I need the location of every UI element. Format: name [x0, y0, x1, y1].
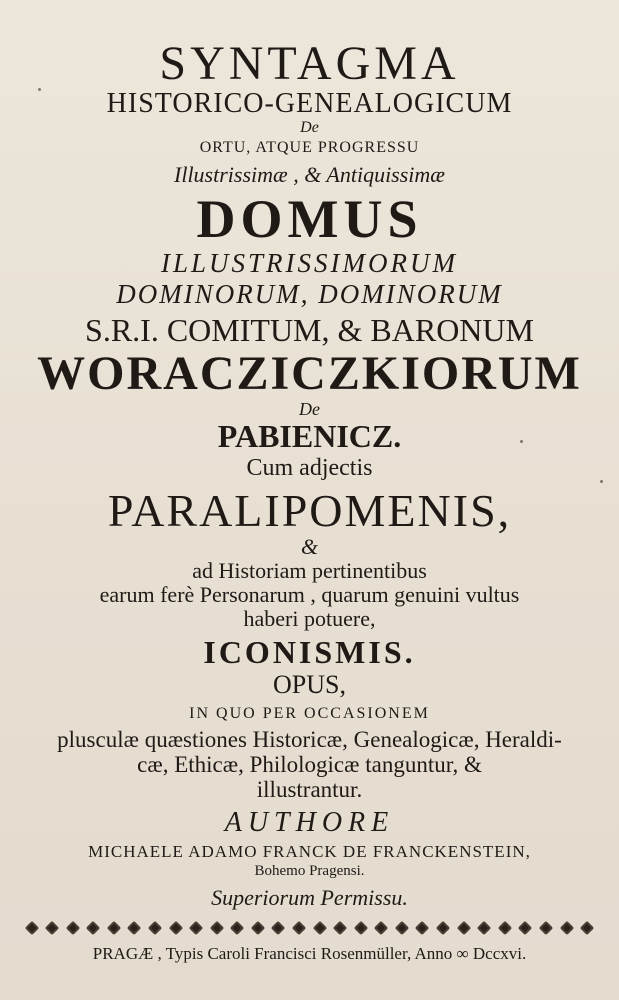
ornament-glyph — [24, 921, 38, 935]
ornament-glyph — [580, 921, 594, 935]
ornament-glyph — [210, 921, 224, 935]
ornament-glyph — [477, 921, 491, 935]
ornament-glyph — [395, 921, 409, 935]
ornament-glyph — [457, 921, 471, 935]
line-ortu: ORTU, ATQUE PROGRESSU — [199, 139, 420, 156]
ornament-glyph — [436, 921, 450, 935]
line-iconismis: ICONISMIS. — [203, 634, 416, 670]
line-pabienicz: PABIENICZ. — [217, 418, 402, 454]
ornament-glyph — [354, 921, 368, 935]
ornament-glyph — [45, 921, 59, 935]
paper-speck — [520, 440, 523, 443]
line-domus: DOMUS — [196, 189, 423, 249]
line-earum: earum ferè Personarum , quarum genuini vultus — [99, 582, 520, 607]
line-illustrantur: illustrantur. — [256, 777, 363, 802]
ornament-glyph — [66, 921, 80, 935]
line-opus: OPUS, — [273, 670, 346, 699]
line-sri-comitum: S.R.I. COMITUM, & BARONUM — [85, 312, 534, 348]
line-dominorum: DOMINORUM, DOMINORUM — [116, 279, 503, 309]
line-cae-ethicae: cæ, Ethicæ, Philologicæ tanguntur, & — [137, 752, 482, 777]
line-authore: AUTHORE — [224, 807, 395, 838]
line-woraczicz: WORACZICZKIORUM — [37, 347, 582, 400]
subtitle-historico-genealogicum: HISTORICO-GENEALOGICUM — [106, 88, 513, 119]
title-syntagma: SYNTAGMA — [159, 37, 460, 90]
ornament-glyph — [148, 921, 162, 935]
ornament-glyph — [333, 921, 347, 935]
ornament-glyph — [292, 921, 306, 935]
ornament-glyph — [230, 921, 244, 935]
line-de: De — [300, 119, 319, 136]
line-author-name: MICHAELE ADAMO FRANCK DE FRANCKENSTEIN, — [88, 842, 531, 861]
line-ampersand: & — [300, 534, 319, 559]
line-bohemo: Bohemo Pragensi. — [254, 863, 365, 879]
ornament-glyph — [559, 921, 573, 935]
line-cum-adjectis: Cum adjectis — [246, 455, 373, 481]
ornament-glyph — [518, 921, 532, 935]
line-ad-historiam: ad Historiam pertinentibus — [192, 558, 427, 583]
line-superiorum: Superiorum Permissu. — [211, 885, 408, 910]
ornament-glyph — [168, 921, 182, 935]
line-illustrissimorum: ILLUSTRISSIMORUM — [161, 248, 458, 278]
line-paralipomenis: PARALIPOMENIS, — [107, 485, 512, 536]
paper-speck — [38, 88, 41, 91]
ornament-glyph — [313, 921, 327, 935]
line-haberi: haberi potuere, — [243, 606, 376, 631]
ornament-glyph — [539, 921, 553, 935]
paper-speck — [600, 480, 603, 483]
ornament-glyph — [271, 921, 285, 935]
ornament-glyph — [127, 921, 141, 935]
ornament-glyph — [86, 921, 100, 935]
line-plusculae: plusculæ quæstiones Historicæ, Genealogicæ, Heraldi- — [57, 727, 562, 752]
ornament-glyph — [374, 921, 388, 935]
ornament-glyph — [107, 921, 121, 935]
ornament-glyph — [251, 921, 265, 935]
printers-ornament-band — [27, 921, 593, 935]
line-in-quo: IN QUO PER OCCASIONEM — [189, 705, 430, 722]
ornament-glyph — [498, 921, 512, 935]
ornament-glyph — [189, 921, 203, 935]
ornament-glyph — [415, 921, 429, 935]
line-de-2: De — [299, 399, 320, 419]
line-imprint: PRAGÆ , Typis Caroli Francisci Rosenmüller, Anno ∞ Dccxvi. — [92, 944, 527, 963]
line-illustrissimae: Illustrissimæ , & Antiquissimæ — [174, 162, 445, 187]
